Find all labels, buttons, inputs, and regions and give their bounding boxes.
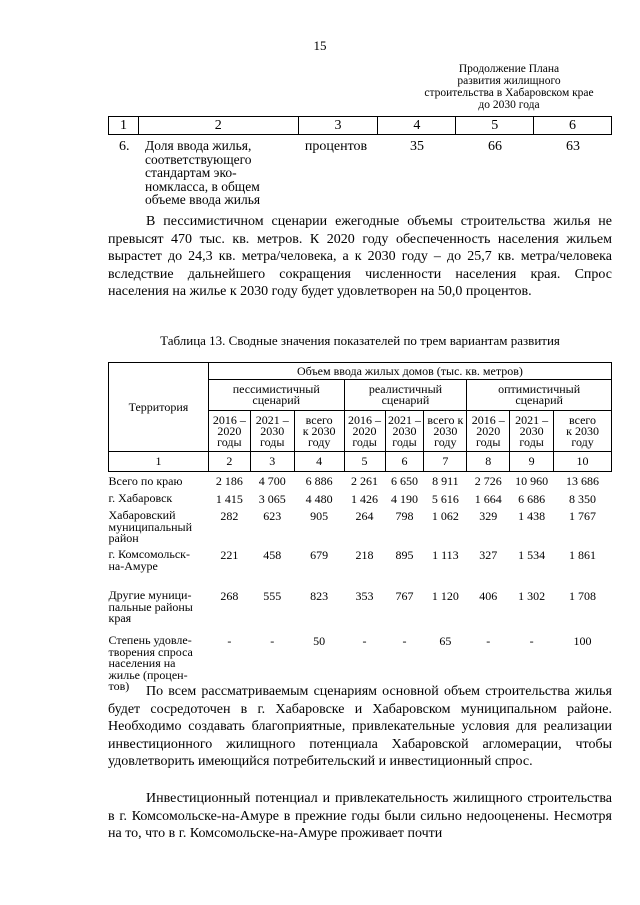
subheader-line: годы: [260, 434, 285, 449]
column-number: 3: [298, 117, 378, 135]
continuation-note-line: до 2030 года: [478, 99, 540, 111]
value-cell: 282: [220, 509, 239, 523]
subheader-line: годы: [392, 434, 417, 449]
paragraph: [108, 213, 612, 301]
subheader-line: году: [307, 434, 331, 449]
paragraph: [108, 790, 612, 843]
territory-cell: [109, 590, 209, 635]
subheader-line: 2030: [519, 423, 544, 438]
scenario-line: сценарий: [515, 393, 563, 407]
subheader-period: [250, 411, 294, 452]
value-cell: 221: [220, 548, 239, 562]
continuation-note-line: Продолжение Плана: [458, 63, 560, 75]
subheader-line: 2020: [217, 423, 242, 438]
subheader-period: [208, 411, 250, 452]
value-cell: 798: [395, 509, 414, 523]
value-cell: 1 438: [518, 509, 546, 523]
value-cell: -: [529, 634, 534, 648]
scenario-line: реалистичный: [368, 382, 443, 396]
column-number: 2: [138, 117, 298, 135]
value-cell: 8 911: [432, 474, 459, 488]
value-cell: 895: [395, 548, 414, 562]
territory-line: г. Комсомольск-: [108, 547, 190, 561]
row-name-line: стандартам эко-: [145, 165, 237, 180]
value-cell: 329: [479, 509, 498, 523]
value-cell: 4 480: [305, 492, 333, 506]
value-cell: 218: [355, 548, 374, 562]
value-cell: 1 113: [432, 548, 459, 562]
value-cell: 13 686: [566, 474, 600, 488]
subheader-period: [510, 411, 554, 452]
value-cell: 264: [355, 509, 374, 523]
subheader-line: 2016 –: [212, 412, 246, 427]
subheader-line: годы: [476, 434, 501, 449]
value-cell: -: [270, 634, 275, 648]
subheader-line: 2021 –: [387, 412, 421, 427]
value-cell: 5 616: [431, 492, 459, 506]
value-cell: 10 960: [515, 474, 549, 488]
subheader-period: [424, 411, 467, 452]
territory-line: район: [108, 531, 139, 545]
value-cell: -: [402, 634, 407, 648]
row-value: 66: [488, 139, 502, 154]
column-number: 6: [534, 117, 612, 135]
territory-line: Степень удовле-: [108, 633, 192, 647]
value-cell: 1 861: [569, 548, 597, 562]
value-cell: 1 708: [569, 589, 597, 603]
scenario-line: пессимистичный: [232, 382, 320, 396]
row-number: 6.: [119, 139, 130, 154]
territory-line: муниципальный: [108, 519, 193, 534]
value-cell: 2 261: [351, 474, 379, 488]
header-scenario-pessimistic: [208, 380, 344, 411]
row-value: 35: [410, 139, 424, 154]
continued-table-row: [108, 139, 612, 207]
territory-cell: [109, 472, 209, 494]
column-number: 6: [385, 452, 424, 472]
subheader-line: к 2030: [566, 423, 599, 438]
subheader-line: 2016 –: [348, 412, 382, 427]
row-value: 63: [566, 139, 580, 154]
territory-cell: [109, 510, 209, 549]
subheader-period: [554, 411, 612, 452]
subheader-line: 2030: [392, 423, 417, 438]
subheader-line: годы: [519, 434, 544, 449]
territory-line: г. Хабаровск: [108, 491, 173, 505]
territory-line: творения спроса: [108, 644, 193, 659]
value-cell: -: [362, 634, 367, 648]
column-number: 10: [554, 452, 612, 472]
territory-line: на-Амуре: [108, 558, 158, 573]
column-number: 1: [109, 117, 139, 135]
value-cell: 905: [310, 509, 329, 523]
summary-table: [108, 362, 612, 697]
continuation-note-line: строительства в Хабаровском крае: [424, 87, 594, 99]
paragraph: [108, 679, 612, 771]
value-cell: 1 062: [431, 509, 459, 523]
value-cell: 458: [263, 548, 282, 562]
value-cell: 327: [479, 548, 498, 562]
subheader-line: всего: [305, 412, 333, 427]
row-name-line: номкласса, в общем: [145, 178, 260, 194]
table-row: [109, 472, 612, 494]
territory-line: Всего по краю: [108, 474, 183, 488]
value-cell: 679: [310, 548, 329, 562]
subheader-line: 2016 –: [471, 412, 505, 427]
column-number: 4: [378, 117, 456, 135]
value-cell: 1 767: [569, 509, 597, 523]
table-row: [109, 510, 612, 549]
subheader-line: году: [571, 434, 594, 449]
territory-line: населения на: [108, 656, 176, 670]
value-cell: 2 186: [215, 474, 243, 488]
paragraph-text: Инвестиционный потенциал и привлекательность жилищного строительства в г. Комсомольске-на-Амуре в прежние годы были сильно недооценены. Несмотря на то, что в г. Комсомольске-на-Амуре проживает почти: [108, 791, 612, 842]
value-cell: 1 664: [474, 492, 502, 506]
value-cell: 100: [573, 634, 592, 648]
table-row: [109, 549, 612, 590]
territory-line: Хабаровский: [108, 508, 176, 522]
value-cell: 1 426: [351, 492, 379, 506]
subheader-line: 2030: [260, 423, 285, 438]
subheader-line: к 2030: [302, 423, 336, 438]
column-number: 5: [456, 117, 534, 135]
table-row: [109, 493, 612, 510]
value-cell: 4 190: [390, 492, 418, 506]
subheader-line: 2021 –: [255, 412, 289, 427]
value-cell: 823: [310, 589, 329, 603]
paragraph-text: В пессимистичном сценарии ежегодные объемы строительства жилья не превысят 470 тыс. кв. метров. К 2020 году обеспеченность населения жильем вырастет до 24,3 кв. метра/человека, а к 2030 году – до 25,7 кв. метра/человека вследствие дальнейшего сокращения численности населения края. Спрос населения на жилье к 2030 году будет удовлетворен на 50,0 процентов.: [108, 214, 612, 300]
value-cell: 1 120: [431, 589, 459, 603]
column-number: 9: [510, 452, 554, 472]
subheader-line: годы: [352, 434, 377, 449]
row-name-line: объеме ввода жилья: [145, 192, 261, 207]
header-scenario-realistic: [344, 380, 467, 411]
row-name: [145, 139, 295, 207]
value-cell: 268: [220, 589, 239, 603]
row-name-line: соответствующего: [145, 151, 252, 167]
column-number: 8: [467, 452, 510, 472]
value-cell: 8 350: [569, 492, 597, 506]
value-cell: 406: [479, 589, 498, 603]
subheader-line: всего: [569, 412, 597, 427]
column-number: 5: [344, 452, 385, 472]
value-cell: 767: [395, 589, 414, 603]
subheader-line: 2021 –: [515, 412, 549, 427]
column-number: 2: [208, 452, 250, 472]
value-cell: -: [486, 634, 491, 648]
continuation-note-line: развития жилищного: [457, 75, 561, 87]
subheader-line: годы: [217, 434, 242, 449]
territory-line: Другие муници-: [108, 588, 192, 602]
paragraph-text: По всем рассматриваемым сценариям основной объем строительства жилья будет сосредоточен в г. Хабаровске и Хабаровском муниципальном районе. Необходимо создавать благоприятные, привлекательные условия для реализации инвестиционного жилищного потенциала Хабаровской агломерации, чтобы удовлетворить имеющийся потребительский и инвестиционный спрос.: [108, 684, 612, 770]
continued-table-header: [108, 116, 612, 135]
subheader-line: 2020: [352, 423, 377, 438]
value-cell: 623: [263, 509, 282, 523]
territory-line: края: [108, 611, 132, 625]
territory-line: жилье (процен-: [108, 667, 188, 682]
territory-line: тов): [108, 679, 130, 693]
subheader-period: [344, 411, 385, 452]
column-number: 4: [294, 452, 344, 472]
subheader-period: [294, 411, 344, 452]
value-cell: -: [227, 634, 232, 648]
value-cell: 6 886: [305, 474, 333, 488]
scenario-line: оптимистичный: [498, 382, 581, 396]
table-row: [109, 590, 612, 635]
row-unit: процентов: [304, 139, 368, 154]
scenario-line: сценарий: [381, 393, 430, 407]
subheader-line: 2020: [476, 423, 501, 438]
value-cell: 2 726: [474, 474, 502, 488]
territory-cell: [109, 549, 209, 590]
value-cell: 4 700: [258, 474, 286, 488]
subheader-period: [467, 411, 510, 452]
header-scenario-optimistic: [467, 380, 612, 411]
value-cell: 50: [313, 634, 326, 648]
page-number: 15: [313, 38, 327, 53]
value-cell: 6 650: [390, 474, 418, 488]
row-name-line: Доля ввода жилья,: [145, 138, 252, 153]
value-cell: 1 302: [518, 589, 546, 603]
header-territory: Территория: [109, 363, 209, 452]
value-cell: 1 415: [215, 492, 243, 506]
value-cell: 353: [355, 589, 374, 603]
value-cell: 555: [263, 589, 282, 603]
header-group: Объем ввода жилых домов (тыс. кв. метров): [208, 363, 611, 380]
continuation-note: [404, 63, 614, 111]
table-caption: Таблица 13. Сводные значения показателей по трем вариантам развития: [160, 333, 560, 348]
value-cell: 1 534: [518, 548, 546, 562]
subheader-line: всего к: [427, 412, 464, 427]
column-number: 7: [424, 452, 467, 472]
subheader-period: [385, 411, 424, 452]
value-cell: 6 686: [518, 492, 546, 506]
value-cell: 65: [439, 634, 452, 648]
scenario-line: сценарий: [252, 393, 301, 407]
column-number: 1: [109, 452, 209, 472]
value-cell: 3 065: [258, 492, 286, 506]
subheader-line: году: [434, 434, 457, 449]
territory-line: пальные районы: [108, 599, 193, 614]
column-number: 3: [250, 452, 294, 472]
subheader-line: 2030: [433, 423, 458, 438]
